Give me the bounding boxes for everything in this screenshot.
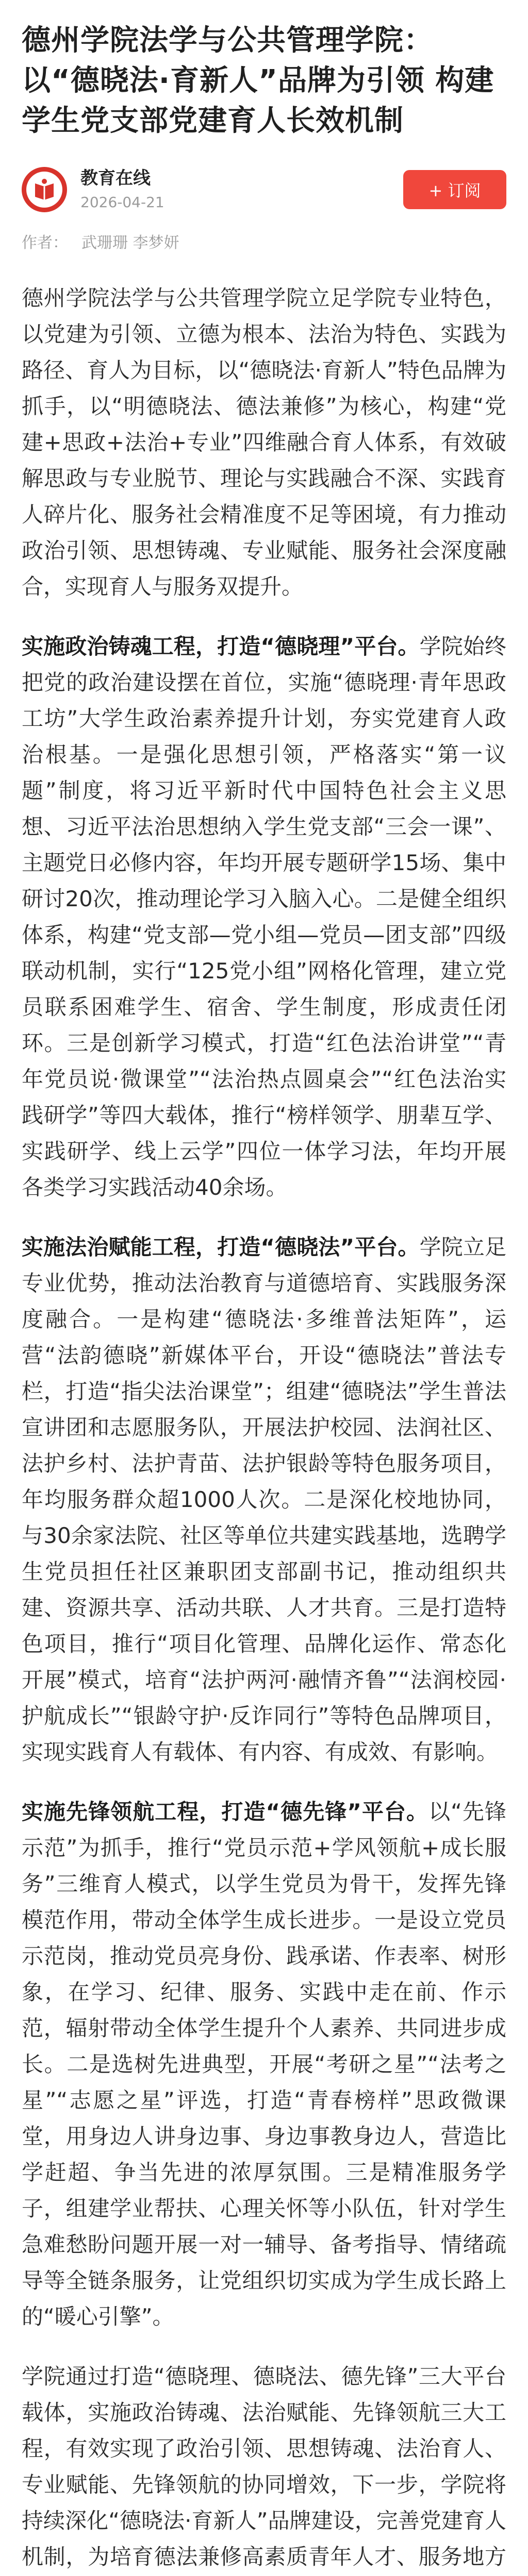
publish-date: 2026-04-21: [80, 194, 164, 211]
article-title: 德州学院法学与公共管理学院：以“德晓法·育新人”品牌为引领 构建学生党支部党建育人长效机制: [22, 24, 494, 138]
author-meta: [80, 166, 403, 213]
body-paragraph: [22, 1229, 506, 1770]
subscribe-button[interactable]: + 订阅: [403, 170, 506, 209]
body-paragraph: [22, 280, 506, 605]
byline-label: 作者：: [22, 234, 68, 252]
body-paragraph: [22, 629, 506, 1206]
publisher-avatar[interactable]: [22, 167, 67, 212]
paragraph-text: 学院始终把党的政治建设摆在首位，实施“德晓理·青年思政工坊”大学生政治素养提升计划，夯实党建育人政治根基。一是强化思想引领，严格落实“第一议题”制度，将习近平新时代中国特色社会主义思想、习近平法治思想纳入学生党支部“三会一课”、主题党日必修内容，年均开展专题研学15场、集中研讨20次，推动理论学习入脑入心。二是健全组织体系，构建“党支部—党小组—党员—团支部”四级联动机制，实行“125党小组”网格化管理，建立党员联系困难学生、宿舍、学生制度，形成责任闭环。三是创新学习模式，打造“红色法治讲堂”“青年党员说·微课堂”“法治热点圆桌会”“红色法治实践研学”等四大载体，推行“榜样领学、朋辈互学、实践研学、线上云学”四位一体学习法，年均开展各类学习实践活动40余场。: [22, 634, 506, 1200]
section-heading: 实施先锋领航工程，打造“德先锋”平台。: [22, 1799, 429, 1824]
section-heading: 实施法治赋能工程，打造“德晓法”平台。: [22, 1234, 420, 1260]
byline: [22, 232, 506, 255]
body-paragraph: [22, 1794, 506, 2335]
paragraph-text: 学院立足专业优势，推动法治教育与道德培育、实践服务深度融合。一是构建“德晓法·多维普法矩阵”，运营“法韵德晓”新媒体平台，开设“德晓法”普法专栏，打造“指尖法治课堂”；组建“德晓法”学生普法宣讲团和志愿服务队，开展法护校园、法润社区、法护乡村、法护青苗、法护银龄等特色服务项目，年均服务群众超1000人次。二是深化校地协同，与30余家法院、社区等单位共建实践基地，选聘学生党员担任社区兼职团支部副书记，推动组织共建、资源共享、活动共联、人才共育。三是打造特色项目，推行“项目化管理、品牌化运作、常态化开展”模式，培育“法护两河·融情齐鲁”“法润校园·护航成长”“银龄守护·反诈同行”等特色品牌项目，实现实践育人有载体、有内容、有成效、有影响。: [22, 1234, 506, 1765]
author-row: [22, 165, 506, 214]
section-heading: 实施政治铸魂工程，打造“德晓理”平台。: [22, 634, 420, 659]
article-body: [22, 280, 506, 2576]
paragraph-text: 以“先锋示范”为抓手，推行“党员示范+学风领航+成长服务”三维育人模式，以学生党员为骨干，发挥先锋模范作用，带动全体学生成长进步。一是设立党员示范岗，推动党员亮身份、践承诺、作表率、树形象，在学习、纪律、服务、实践中走在前、作示范，辐射带动全体学生提升个人素养、共同进步成长。二是选树先进典型，开展“考研之星”“法考之星”“志愿之星”评选，打造“青春榜样”思政微课堂，用身边人讲身边事、身边事教身边人，营造比学赶超、争当先进的浓厚氛围。三是精准服务学子，组建学业帮扶、心理关怀等小队伍，针对学生急难愁盼问题开展一对一辅导、备考指导、情绪疏导等全链条服务，让党组织切实成为学生成长路上的“暖心引擎”。: [22, 1799, 506, 2329]
paragraph-text: 学院通过打造“德晓理、德晓法、德先锋”三大平台载体，实施政治铸魂、法治赋能、先锋领航三大工程，有效实现了政治引领、思想铸魂、法治育人、专业赋能、先锋领航的协同增效，下一步，学院将持续深化“德晓法·育新人”品牌建设，完善党建育人机制，为培育德法兼修高素质青年人才、服务地方: [22, 2364, 506, 2569]
body-paragraph: [22, 2359, 506, 2576]
book-logo-icon: [26, 172, 62, 208]
byline-authors: 武珊珊 李梦妍: [81, 234, 179, 252]
paragraph-text: 德州学院法学与公共管理学院立足学院专业特色，以党建为引领、立德为根本、法治为特色、实践为路径、育人为目标，以“德晓法·育新人”特色品牌为抓手，以“明德晓法、德法兼修”为核心，构建“党建+思政+法治+专业”四维融合育人体系，有效破解思政与专业脱节、理论与实践融合不深、实践育人碎片化、服务社会精准度不足等困境，有力推动政治引领、思想铸魂、专业赋能、服务社会深度融合，实现育人与服务双提升。: [22, 285, 506, 599]
publisher-name[interactable]: 教育在线: [80, 168, 151, 189]
